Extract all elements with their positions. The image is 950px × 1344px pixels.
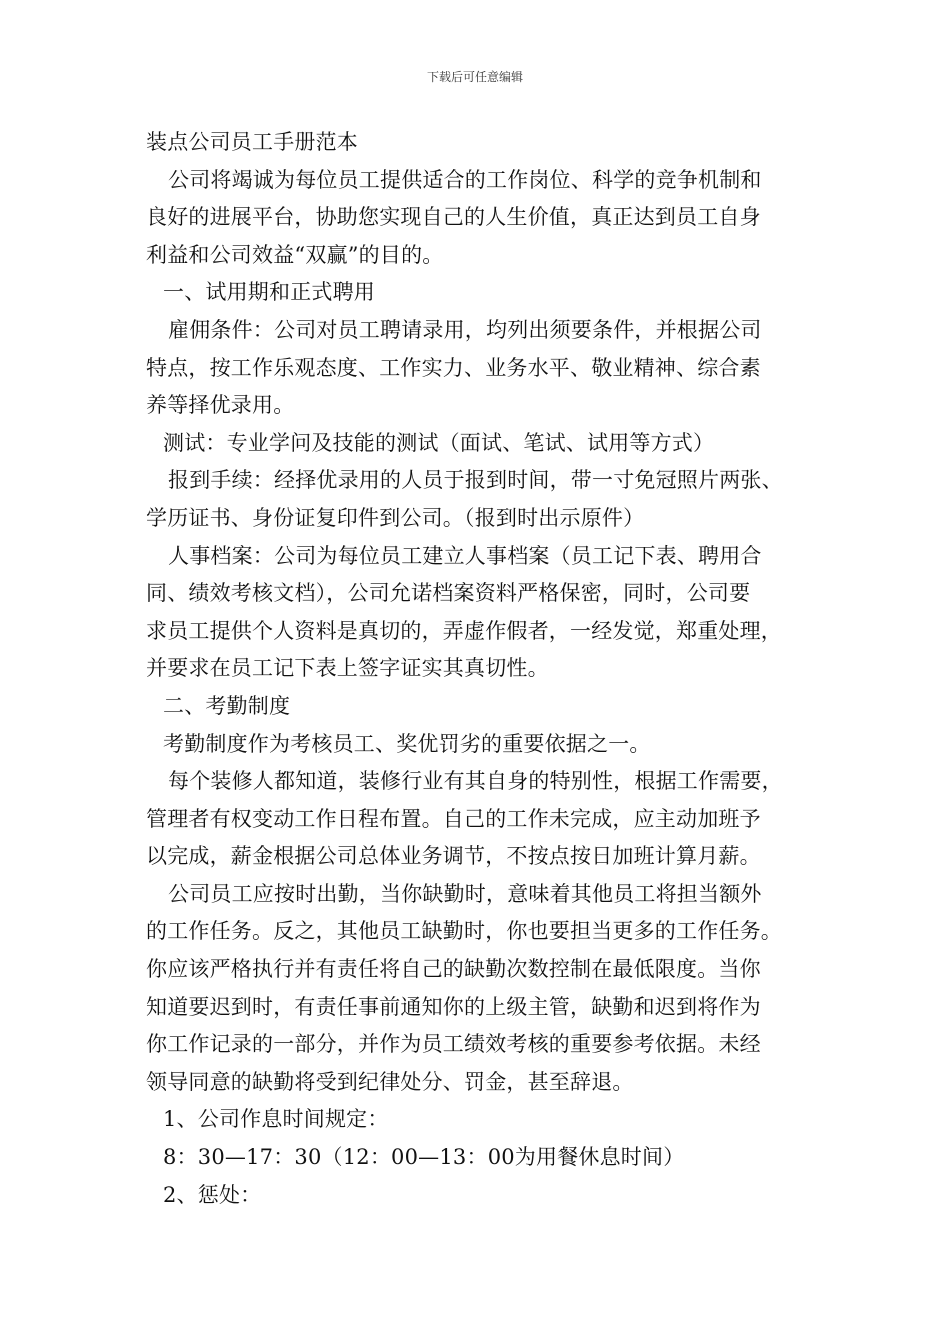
- list-item-penalty: 2、惩处：: [163, 1182, 262, 1207]
- paragraph-line: 公司将竭诚为每位员工提供适合的工作岗位、科学的竞争机制和: [168, 167, 762, 192]
- page-header: 下载后可任意编辑: [426, 70, 523, 84]
- test-paragraph: 测试：专业学问及技能的测试（面试、笔试、试用等方式）: [163, 430, 715, 455]
- work-hours-value: 8：30—17：30（12：00—13：00为用餐休息时间）: [163, 1145, 685, 1170]
- paragraph-line: 养等择优录用。: [146, 393, 295, 418]
- paragraph-line: 以完成，薪金根据公司总体业务调节，不按点按日加班计算月薪。: [146, 844, 761, 869]
- section-heading-probation: 一、试用期和正式聘用: [163, 280, 375, 305]
- paragraph-line: 良好的进展平台，协助您实现自己的人生价值，真正达到员工自身: [146, 205, 761, 230]
- paragraph-line: 求员工提供个人资料是真切的，弄虚作假者，一经发觉，郑重处理，: [146, 618, 782, 643]
- records-paragraph: [146, 538, 810, 688]
- paragraph-line: 的工作任务。反之，其他员工缺勤时，你也要担当更多的工作任务。: [146, 919, 782, 944]
- paragraph-line: 每个装修人都知道，装修行业有其自身的特别性，根据工作需要，: [168, 769, 783, 794]
- list-item-work-hours: 1、公司作息时间规定：: [163, 1107, 389, 1132]
- paragraph-line: 人事档案：公司为每位员工建立人事档案（员工记下表、聘用合: [168, 543, 762, 568]
- paragraph-line: 学历证书、身份证复印件到公司。（报到时出示原件）: [146, 505, 645, 530]
- intro-paragraph: [146, 162, 810, 275]
- hire-conditions-paragraph: [146, 312, 810, 425]
- paragraph-line: 利益和公司效益“双赢”的目的。: [146, 242, 444, 267]
- basis-paragraph: 考勤制度作为考核员工、奖优罚劣的重要依据之一。: [163, 731, 651, 756]
- paragraph-line: 管理者有权变动工作日程布置。自己的工作未完成，应主动加班予: [146, 806, 761, 831]
- paragraph-line: 公司员工应按时出勤，当你缺勤时，意味着其他员工将担当额外: [168, 881, 762, 906]
- paragraph-line: 同、绩效考核文档），公司允诺档案资料严格保密，同时，公司要: [146, 581, 751, 606]
- overtime-paragraph: [146, 763, 810, 876]
- paragraph-line: 特点，按工作乐观态度、工作实力、业务水平、敬业精神、综合素: [146, 355, 761, 380]
- document-body: [146, 124, 810, 1214]
- section-heading-attendance: 二、考勤制度: [163, 693, 291, 718]
- paragraph-line: 领导同意的缺勤将受到纪律处分、罚金，甚至辞退。: [146, 1069, 634, 1094]
- report-paragraph: [146, 462, 810, 537]
- attendance-paragraph: [146, 876, 810, 1102]
- paragraph-line: 雇佣条件：公司对员工聘请录用，均列出须要条件，并根据公司: [168, 317, 762, 342]
- paragraph-line: 知道要迟到时，有责任事前通知你的上级主管，缺勤和迟到将作为: [146, 994, 761, 1019]
- paragraph-line: 并要求在员工记下表上签字证实其真切性。: [146, 656, 549, 681]
- paragraph-line: 报到手续：经择优录用的人员于报到时间，带一寸免冠照片两张、: [168, 468, 783, 493]
- paragraph-line: 你工作记录的一部分，并作为员工绩效考核的重要参考依据。未经: [146, 1032, 761, 1057]
- document-title: 装点公司员工手册范本: [146, 130, 358, 154]
- paragraph-line: 你应该严格执行并有责任将自己的缺勤次数控制在最低限度。当你: [146, 957, 761, 982]
